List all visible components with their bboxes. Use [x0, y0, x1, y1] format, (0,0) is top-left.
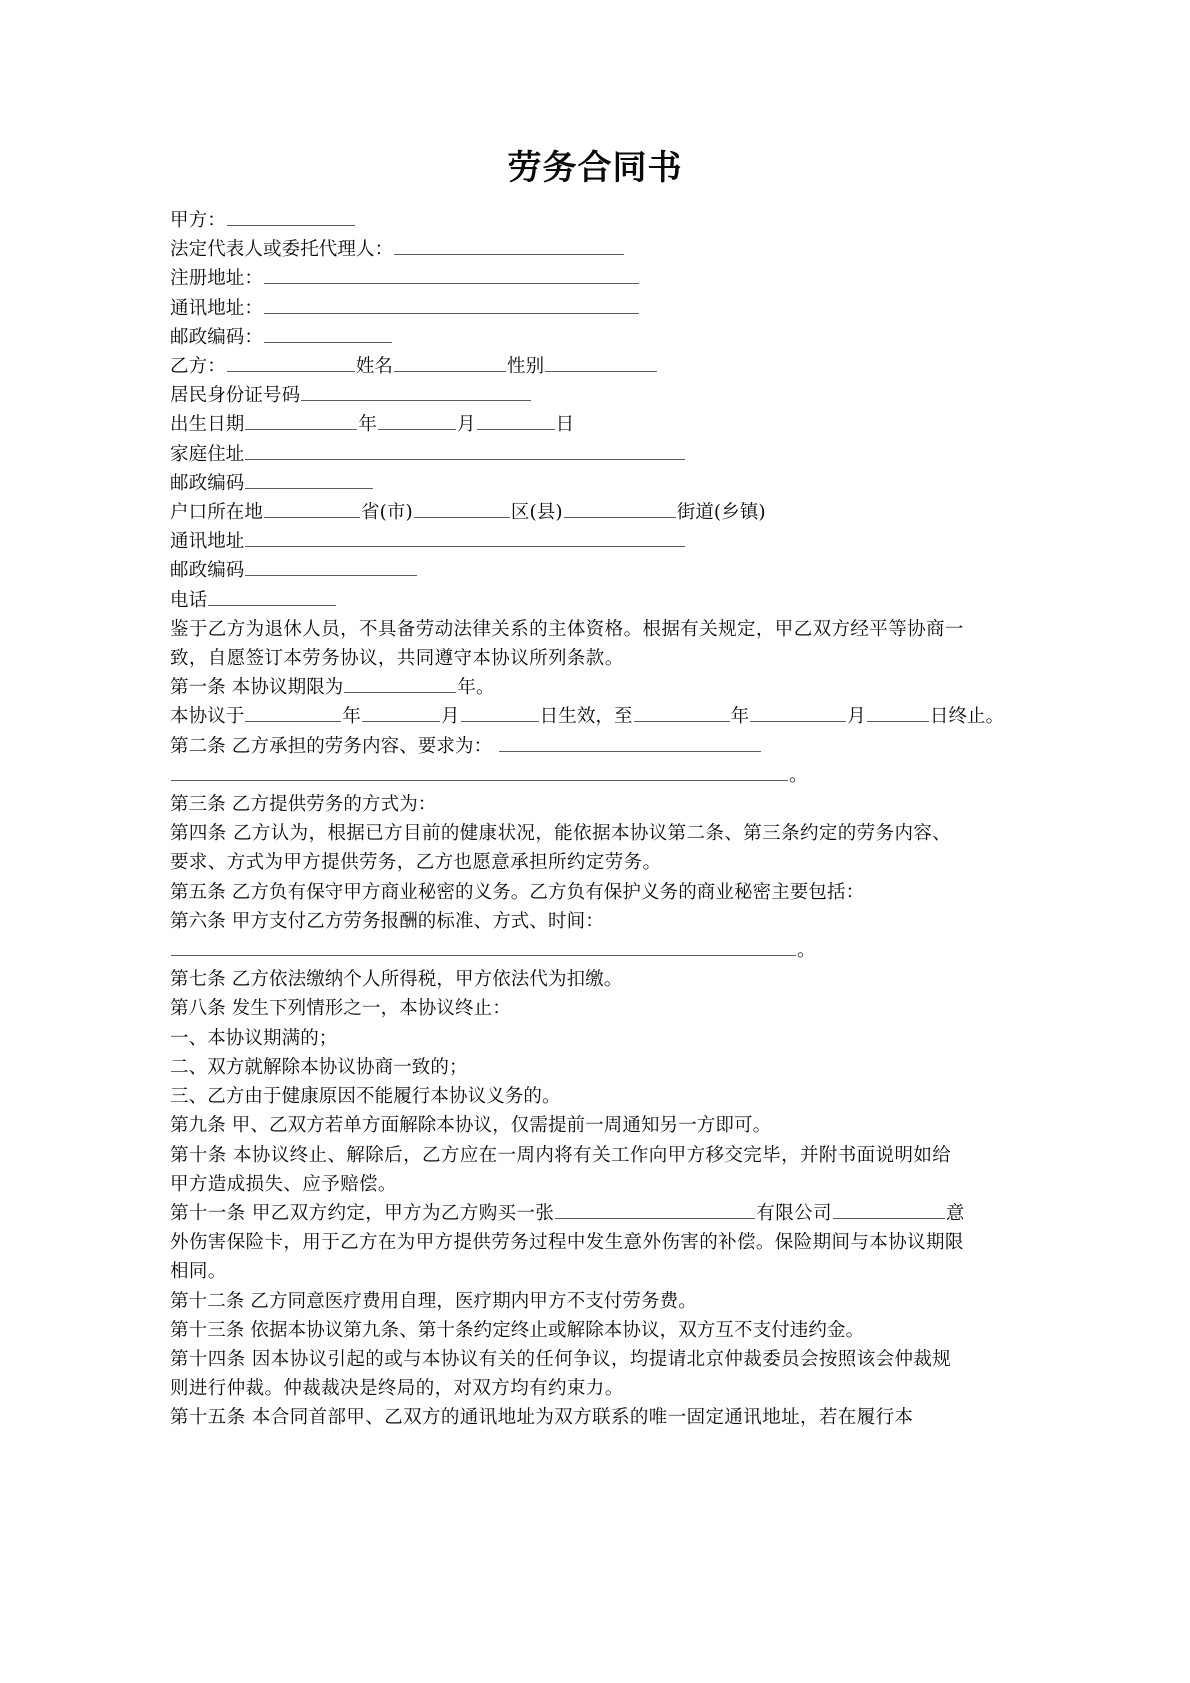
clause-13-head: 第十三条	[170, 1319, 245, 1341]
clause-2-head: 第二条	[170, 735, 226, 757]
page-title: 劳务合同书	[507, 148, 683, 188]
clause-8-head: 第八条	[170, 998, 226, 1020]
field-registered-address	[170, 264, 970, 293]
unit-province: 省(市)	[361, 502, 413, 524]
field-household	[170, 498, 970, 527]
clause-3-text: 乙方提供劳务的方式为：	[231, 794, 437, 816]
clause-1-effective	[170, 702, 1005, 731]
field-label-gender: 性别	[507, 356, 545, 378]
field-postal-code-a	[170, 323, 970, 352]
clause-7-head: 第七条	[170, 969, 226, 991]
clause-5	[170, 878, 970, 907]
blank-birth-year[interactable]	[245, 412, 357, 431]
blank-term-years[interactable]	[344, 675, 456, 694]
unit-year: 年	[358, 414, 378, 436]
clause-1-head: 第一条	[170, 677, 226, 699]
field-id-number	[170, 381, 970, 410]
clause-8	[170, 994, 970, 1023]
clause-11-text-a: 甲乙双方约定，甲方为乙方购买一张	[251, 1202, 555, 1224]
clause-2-text: 乙方承担的劳务内容、要求为：	[231, 735, 493, 757]
clause-6-head: 第六条	[170, 910, 226, 932]
effective-mid3: 日生效，至	[539, 706, 633, 728]
field-party-b	[170, 352, 970, 381]
clause-6-continuation	[170, 936, 970, 965]
blank-postal-code-b[interactable]	[245, 470, 373, 489]
field-home-address	[170, 440, 970, 469]
field-party-a	[170, 206, 970, 235]
clause-4-head: 第四条	[170, 823, 227, 845]
unit-district: 区(县)	[510, 502, 563, 524]
clause-11	[170, 1199, 970, 1287]
field-label-phone: 电话	[170, 589, 208, 611]
field-label-postal-code-b2: 邮政编码	[170, 560, 245, 582]
field-birth-date	[170, 410, 970, 439]
clause-13-text: 依据本协议第九条、第十条约定终止或解除本协议，双方互不支付违约金。	[250, 1319, 865, 1341]
field-postal-code-b	[170, 469, 970, 498]
clause-2-period: 。	[789, 764, 808, 786]
field-postal-code-b2	[170, 556, 970, 585]
clause-14	[170, 1345, 970, 1403]
field-phone	[170, 586, 970, 615]
clause-9-text: 甲、乙双方若单方面解除本协议，仅需提前一周通知另一方即可。	[231, 1115, 772, 1137]
field-label-mailing-address-a: 通讯地址：	[170, 297, 264, 319]
clause-11-head: 第十一条	[170, 1202, 246, 1224]
clause-9-head: 第九条	[170, 1115, 226, 1137]
effective-end: 日终止。	[929, 706, 1005, 728]
blank-mailing-address-a[interactable]	[264, 295, 639, 314]
clause-12-head: 第十二条	[170, 1290, 245, 1312]
clause-15-text: 本合同首部甲、乙双方的通讯地址为双方联系的唯一固定通讯地址，若在履行本	[251, 1407, 914, 1429]
clause-6	[170, 907, 970, 936]
effective-mid2: 月	[441, 706, 460, 728]
effective-mid4: 年	[730, 706, 750, 728]
field-label-legal-rep: 法定代表人或委托代理人：	[170, 239, 394, 261]
clause-8-item-1: 一、本协议期满的；	[170, 1027, 338, 1049]
clause-6-text: 甲方支付乙方劳务报酬的标准、方式、时间：	[231, 910, 604, 932]
blank-name[interactable]	[394, 353, 506, 372]
clause-6-period: 。	[797, 940, 816, 962]
clause-3	[170, 790, 970, 819]
clause-5-text: 乙方负有保守甲方商业秘密的义务。乙方负有保护义务的商业秘密主要包括：	[231, 881, 865, 903]
clause-10	[170, 1141, 970, 1199]
clause-15	[170, 1403, 970, 1432]
field-label-postal-code-b: 邮政编码	[170, 472, 245, 494]
blank-start-year[interactable]	[245, 704, 341, 723]
clause-3-head: 第三条	[170, 794, 226, 816]
field-label-registered-address: 注册地址：	[170, 268, 264, 290]
clause-7	[170, 965, 970, 994]
clause-5-head: 第五条	[170, 881, 226, 903]
blank-province[interactable]	[264, 499, 360, 518]
field-mailing-address-a	[170, 294, 970, 323]
blank-registered-address[interactable]	[264, 266, 639, 285]
field-label-party-a: 甲方：	[170, 210, 226, 231]
clause-12	[170, 1287, 970, 1316]
field-label-postal-code-a: 邮政编码：	[170, 326, 264, 348]
clause-2	[170, 732, 970, 761]
clause-14-head: 第十四条	[170, 1348, 246, 1370]
field-label-id-number: 居民身份证号码	[170, 385, 301, 407]
blank-street[interactable]	[564, 499, 676, 518]
blank-mailing-address-b[interactable]	[245, 529, 685, 548]
blank-postal-code-a[interactable]	[264, 324, 392, 343]
blank-start-month[interactable]	[362, 704, 440, 723]
clause-4	[170, 819, 970, 877]
clause-9	[170, 1111, 970, 1140]
blank-postal-code-b2[interactable]	[245, 558, 417, 577]
blank-party-a[interactable]	[227, 207, 355, 226]
blank-party-b[interactable]	[227, 353, 355, 372]
blank-end-month[interactable]	[750, 704, 846, 723]
clause-1	[170, 673, 970, 702]
field-label-party-b: 乙方：	[170, 356, 226, 378]
clause-10-head: 第十条	[170, 1144, 227, 1166]
clause-1-text: 本协议期限为	[231, 677, 344, 699]
blank-remuneration[interactable]	[171, 938, 796, 957]
clause-7-text: 乙方依法缴纳个人所得税，甲方依法代为扣缴。	[231, 969, 623, 991]
clause-1-text-end: 年。	[457, 677, 495, 699]
blank-end-year[interactable]	[634, 704, 730, 723]
clause-14-text: 因本协议引起的或与本协议有关的任何争议，均提请北京仲裁委员会按照该会仲裁规则进行仲裁。仲裁裁决是终局的，对双方均有约束力。	[170, 1348, 952, 1400]
document-body	[170, 206, 1005, 1433]
clause-10-text: 本协议终止、解除后，乙方应在一周内将有关工作向甲方移交完毕，并附书面说明如给甲方造成损失、应予赔偿。	[170, 1144, 952, 1195]
blank-insurance-type[interactable]	[833, 1200, 945, 1219]
field-label-mailing-address-b: 通讯地址	[170, 531, 245, 553]
unit-day: 日	[555, 414, 575, 436]
blank-id-number[interactable]	[301, 383, 531, 402]
blank-service-content-1[interactable]	[499, 733, 761, 752]
blank-service-content-2[interactable]	[171, 762, 788, 781]
field-label-name: 姓名	[355, 356, 394, 378]
blank-end-day[interactable]	[867, 704, 929, 723]
unit-street: 街道(乡镇)	[676, 502, 766, 524]
blank-gender[interactable]	[545, 353, 657, 372]
clause-8-item-3: 三、乙方由于健康原因不能履行本协议义务的。	[170, 1086, 561, 1108]
field-label-home-address: 家庭住址	[170, 443, 245, 465]
clause-13	[170, 1316, 970, 1345]
effective-prefix: 本协议于	[170, 706, 245, 728]
blank-start-day[interactable]	[461, 704, 539, 723]
field-legal-rep	[170, 235, 970, 264]
blank-insurance-company[interactable]	[555, 1200, 755, 1219]
blank-birth-month[interactable]	[378, 412, 456, 431]
clause-11-text-b: 有限公司	[756, 1202, 832, 1224]
unit-month: 月	[457, 414, 476, 436]
clause-11-text-c: 意外伤害保险卡，用于乙方在为甲方提供劳务过程中发生意外伤害的补偿。保险期间与本协议期限相同。	[170, 1202, 965, 1283]
clause-2-continuation	[170, 761, 970, 790]
clause-8-item-2: 二、双方就解除本协议协商一致的；	[170, 1056, 468, 1078]
clause-15-head: 第十五条	[170, 1407, 246, 1429]
clause-12-text: 乙方同意医疗费用自理，医疗期内甲方不支付劳务费。	[250, 1290, 697, 1312]
blank-birth-day[interactable]	[477, 412, 555, 431]
clause-8-text: 发生下列情形之一，本协议终止：	[231, 998, 511, 1020]
preamble-paragraph: 鉴于乙方为退休人员，不具备劳动法律关系的主体资格。根据有关规定，甲乙双方经平等协商一致，自愿签订本劳务协议，共同遵守本协议所列条款。	[170, 618, 964, 670]
field-label-birth-date: 出生日期	[170, 414, 245, 436]
blank-legal-rep[interactable]	[394, 237, 624, 256]
clause-4-text: 乙方认为，根据已方目前的健康状况，能依据本协议第二条、第三条约定的劳务内容、要求、方式为甲方提供劳务，乙方也愿意承担所约定劳务。	[170, 823, 952, 874]
field-label-household: 户口所在地	[170, 502, 264, 524]
blank-home-address[interactable]	[245, 441, 685, 460]
effective-mid1: 年	[342, 706, 362, 728]
field-mailing-address-b	[170, 527, 970, 556]
blank-phone[interactable]	[208, 587, 336, 606]
effective-mid5: 月	[847, 706, 866, 728]
blank-district[interactable]	[414, 499, 510, 518]
